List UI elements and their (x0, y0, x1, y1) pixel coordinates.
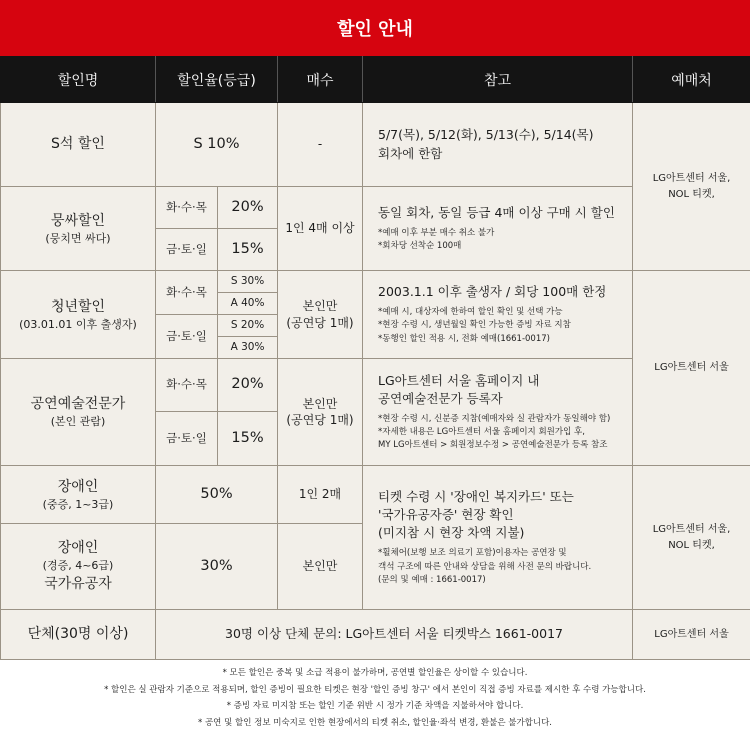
disabled-notes: 티켓 수령 시 '장애인 복지카드' 또는 '국가유공자증' 현장 확인 (미지참 시 현장 차액 지불) *휠체어(보행 보조 의료기 포함)이용자는 공연장 및 객석 구조에 따른 안내와 상담을 위해 사전 문의 바랍니다. (문의 및 예매 : 1661-0017) (363, 466, 633, 610)
group-venue: LG아트센터 서울 (633, 610, 750, 660)
bundle-days-b: 금·토·일 (156, 229, 218, 271)
bundle-days-a: 화·수·목 (156, 187, 218, 229)
expert-name: 공연예술전문가 (본인 관람) (1, 359, 156, 466)
group-info: 30명 이상 단체 문의: LG아트센터 서울 티켓박스 1661-0017 (156, 610, 633, 660)
youth-grade-a-s: S 30% (218, 271, 278, 293)
youth-days-b: 금·토·일 (156, 315, 218, 359)
disabled-severe-name: 장애인 (중증, 1~3급) (1, 466, 156, 524)
footer-note-4: * 공연 및 할인 정보 미숙지로 인한 현장에서의 티켓 취소, 할인율·좌석 변경, 환불은 불가합니다. (198, 717, 552, 728)
youth-grade-b-s: S 20% (218, 315, 278, 337)
bundle-count: 1인 4매 이상 (278, 187, 363, 271)
group-name: 단체(30명 이상) (1, 610, 156, 660)
s-seat-count: - (278, 103, 363, 187)
row-group (1, 610, 750, 660)
disabled-severe-count: 1인 2매 (278, 466, 363, 524)
venue-lower: LG아트센터 서울, NOL 티켓, (633, 466, 750, 610)
s-seat-note-1: 5/7(목), 5/12(화), 5/13(수), 5/14(목) (378, 127, 594, 143)
youth-notes: 2003.1.1 이후 출생자 / 회당 100매 한정 *예매 시, 대상자에 한하여 할인 확인 및 선택 가능 *현장 수령 시, 생년월일 확인 가능한 증빙 자료 지참 *동행인 할인 적용 시, 전화 예매(1661-0017) (363, 271, 633, 359)
header-count: 매수 (278, 57, 363, 103)
bundle-name: 뭉싸할인 (뭉치면 싸다) (1, 187, 156, 271)
bundle-rate-b: 15% (218, 229, 278, 271)
header-row (1, 57, 750, 103)
youth-count: 본인만 (공연당 1매) (278, 271, 363, 359)
header-notes: 참고 (363, 57, 633, 103)
youth-days-a: 화·수·목 (156, 271, 218, 315)
row-s-seat (1, 103, 750, 187)
header-rate: 할인율(등급) (156, 57, 278, 103)
disabled-severe-rate: 50% (156, 466, 278, 524)
venue-upper: LG아트센터 서울, NOL 티켓, (633, 103, 750, 271)
footer-note-1: * 모든 할인은 중복 및 소급 적용이 불가하며, 공연별 할인율은 상이할 수 있습니다. (222, 668, 528, 678)
footer-note-2: * 할인은 실 관람자 기준으로 적용되며, 할인 증빙이 필요한 티켓은 현장 '할인 증빙 창구' 에서 본인이 직접 증빙 자료를 제시한 후 수령 가능합니다. (104, 684, 646, 695)
page-title: 할인 안내 (0, 0, 750, 56)
discount-table (0, 56, 750, 660)
expert-rate-a: 20% (218, 359, 278, 412)
youth-grade-b-a: A 30% (218, 337, 278, 359)
s-seat-note-2: 회차에 한함 (378, 145, 443, 161)
expert-days-a: 화·수·목 (156, 359, 218, 412)
expert-count: 본인만 (공연당 1매) (278, 359, 363, 466)
s-seat-name: S석 할인 (1, 103, 156, 187)
disabled-mild-count: 본인만 (278, 524, 363, 610)
header-name: 할인명 (1, 57, 156, 103)
venue-middle: LG아트센터 서울 (633, 271, 750, 466)
expert-notes: LG아트센터 서울 홈페이지 내 공연예술전문가 등록자 *현장 수령 시, 신분증 지참(예매자와 실 관람자가 동일해야 함) *자세한 내용은 LG아트센터 서울 홈페이지 회원가입 후, MY LG아트센터 > 회원정보수정 > 공연예술전문가 등록 참조 (363, 359, 633, 466)
disabled-mild-rate: 30% (156, 524, 278, 610)
header-venue: 예매처 (633, 57, 750, 103)
expert-days-b: 금·토·일 (156, 412, 218, 466)
youth-grade-a-a: A 40% (218, 293, 278, 315)
bundle-rate-a: 20% (218, 187, 278, 229)
footer-note-3: * 증빙 자료 미지참 또는 할인 기준 위반 시 정가 기준 차액을 지불하셔야 합니다. (226, 701, 524, 711)
bundle-notes: 동일 회차, 동일 등급 4매 이상 구매 시 할인 *예매 이후 부분 매수 취소 불가 *회차당 선착순 100매 (363, 187, 633, 271)
s-seat-notes (363, 103, 633, 187)
row-disabled-severe (1, 466, 750, 524)
row-youth-1 (1, 271, 750, 293)
expert-rate-b: 15% (218, 412, 278, 466)
s-seat-rate: S 10% (156, 103, 278, 187)
disabled-mild-name: 장애인 (경증, 4~6급) 국가유공자 (1, 524, 156, 610)
youth-name: 청년할인 (03.01.01 이후 출생자) (1, 271, 156, 359)
footer-notes (0, 665, 750, 731)
